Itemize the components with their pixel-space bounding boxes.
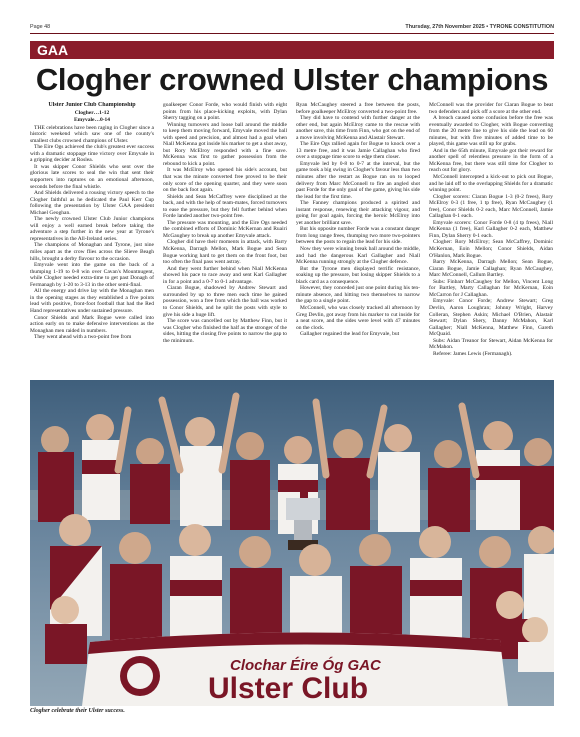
article-column-2	[163, 102, 287, 376]
subhead-title: Ulster Junior Club Championship	[48, 102, 136, 108]
article-paragraph: The score was cancelled out by Matthew Finn, but it was Clogher who finished the half as the stronger of the sides, hitting the closing five points to narrow the gap to the minimum.	[163, 318, 287, 344]
team-photo-illustration	[30, 380, 554, 706]
article-paragraph: Clogher: Rory McElroy; Sean McCaffrey, Dominic McKernan, Eoin Mellon; Conor Shields, Aidan O'Hanlon, Mark Bogue.	[429, 239, 553, 259]
article-column-3	[296, 102, 420, 376]
header-rule	[30, 33, 554, 34]
article-paragraph: All the energy and drive lay with the Monaghan men in the opening stages as they established a five points lead with positive, front-foot football that had the Red Hand representatives under sustained pressure.	[30, 288, 154, 314]
team-photo	[30, 380, 554, 706]
article-column-4	[429, 102, 553, 376]
article-paragraph: The champions of Monaghan and Tyrone, just nine miles apart as the crow flies across the Slieve Beagh hills, brought a derby flavour to the occasion.	[30, 242, 154, 262]
photo-caption: Clogher celebrate their Ulster success.	[30, 708, 125, 714]
article-paragraph: Conor Shields and Mark Bogue were called into action early on to make defensive interventions as the Monaghan men raided in numbers.	[30, 314, 154, 334]
article-paragraph: Ciaran Bogue, shadowed by Andrew Stewart and surrounded by up to three men each time he gained possession, won a free from which the ball was worked to Conor Shields, and he split the posts with style to give his side a huge lift.	[163, 285, 287, 318]
article-paragraph: Emyvale went into the game on the back of a thumping 1-19 to 0-8 win over Cavan's Mountnugent, while Clogher needed extra-time to get past Donagh of Fermanagh by 1-20 to 3-13 in the other semi-final.	[30, 262, 154, 288]
article-paragraph: Winning turnovers and loose ball around the middle to keep them moving forward, Emyvale moved the ball with speed and precision, and almost had a goal when Niall McKenna got inside his marker to get a shot away, but Rory McElroy responded with a fine save. McKenna was first to gather possession from the rebound to kick a point.	[163, 121, 287, 167]
article-paragraph: Gallagher regained the lead for Emyvale, but	[300, 331, 400, 338]
article-paragraph: Clogher scorers: Ciaran Bogue 1-3 (0-2 frees), Rory McElroy 0-3 (1 free, 1 tp free), Ryan McCaughey (1 free), Conor Shields 0-2 each, Marc McConnell, Jamie Callaghan 0-1 each.	[429, 193, 553, 220]
article-paragraph: goalkeeper Conor Forde, who would finish with eight points from his place-kicking exploits, with Dylan Sherry tagging on a point.	[163, 102, 287, 122]
article-paragraph: A breach caused some confusion before the free was eventually awarded to Clogher, with Bogue converting from the 20 metre line to give his side the lead on 60 minutes, but with five minutes of added time to be played, this game was still up for grabs.	[429, 115, 553, 148]
article-paragraph: And in the 65th minute, Emyvale got their reward for another spell of relentless pressure in the form of a McKenna free, but there was still time for Clogher to reach out for glory.	[429, 147, 553, 174]
article-paragraph: Subs: Finbarr McCaughey for Mellon, Vincent Long for Bartley, Marty Callaghan for McKernan, Eoin McCarron for J Callaghan.	[429, 278, 553, 298]
article-paragraph: They went ahead with a two-point free from	[34, 334, 132, 341]
article-paragraph: Ryan McCaughey steered a free between the posts, before goalkeeper McElroy converted a two-point free.	[296, 102, 420, 115]
article-paragraph: Subs: Aidan Treanor for Stewart, Aidan McKenna for McMahon.	[429, 337, 553, 351]
article-paragraph: Now they were winning break ball around the middle, and had the dangerous Karl Gallagher and Niall McKenna running strongly at the Clogher defence.	[296, 246, 420, 266]
club-banner	[82, 632, 508, 706]
banner-line-2: Ulster Club	[208, 672, 369, 705]
article-paragraph: It was skipper Conor Shields who sent over the glorious late scores to seal the win that sent their supporters into raptures on an emotional afternoon, seconds before the final whistle.	[30, 163, 154, 190]
dateline: Thursday, 27th November 2025 • TYRONE CONSTITUTION	[405, 24, 554, 30]
article-paragraph: McConnell intercepted a kick-out to pick out Bogue, and he laid off to the overlapping Shields for a dramatic winning point.	[429, 174, 553, 194]
section-tag	[30, 41, 554, 59]
article-paragraph: The pressure was mounting, and the Eire Ogs needed the combined efforts of Dominic McKernan and Ruairi McGaughey to break up another Emyvale attack.	[163, 219, 287, 239]
article-paragraph: Emyvale led by 0-8 to 0-7 at the interval, but the game took a big swing in Clogher's favour less than two minutes after the restart as Bogue ran on to looped delivery from Marc McConnell to fire an angled shot past Forde for the only goal of the game, giving his side the lead for the first time.	[296, 160, 420, 200]
article-paragraph: Clogher did have their moments in attack, with Barry McKenna, Darragh Mellon, Mark Bogue and Sean Bogue working hard to get them on the front foot, but too often the final pass went astray.	[163, 239, 287, 266]
article-paragraph: But the Tyrone men displayed terrific resistance, soaking up the pressure, but losing skipper Shields to a black card as a consequence.	[296, 265, 420, 285]
article-paragraph: And Shields delivered a rousing victory speech to the Clogher faithful as he dedicated the Paul Kerr Cup following the presentation by Ulster GAA president Michael Geoghan.	[30, 190, 154, 216]
column-2-paragraphs	[163, 102, 287, 344]
article-paragraph: Emyvale: Conor Forde; Andrew Stewart; Greg Devlin, Aaron Loughran; Johnny Wright, Harvey Colleran, Stephen Askin; Michael O'Brien, Alastair Stewart; Dylan Shery, Danny McMahon, Karl Gallagher; Niall McKenna, Matthew Finn, Gareth McQuaid.	[429, 298, 553, 338]
article-paragraph: The newly crowned Ulster Club Junior champions will enjoy a well earned break before taking the adventure a step further in the new year at Tyrone's representatives in the All-Ireland series.	[30, 216, 154, 242]
article-paragraph: The Eire Ogs rallied again for Bogue to knock over a 13 metre free, and it was Jamie Callaghan who fired over a stoppage time score to edge them closer.	[296, 141, 420, 161]
article-paragraph: The Fanney champions produced a spirited and instant response, renewing their attacking vigour, and going for goal again, forcing the heroic McElroy into yet another brilliant save.	[296, 200, 420, 226]
article-paragraph: Emyvale scorers: Conor Forde 0-8 (4 tp frees), Niall McKenna (1 free), Karl Gallagher 0-2 each, Matthew Finn, Dylan Sherry 0-1 each.	[429, 219, 553, 239]
column-4-paragraphs	[429, 102, 553, 357]
article-paragraph: THE celebrations have been raging in Clogher since a historic weekend which saw one of the county's smallest clubs crowned champions of Ulster.	[30, 124, 154, 144]
article-body	[30, 102, 554, 376]
headline: Clogher crowned Ulster champions	[35, 62, 549, 97]
section-tag-label: GAA	[37, 42, 69, 58]
subhead-score-1: Clogher…1-12	[74, 109, 110, 116]
column-1-paragraphs	[30, 125, 154, 341]
article-paragraph: The Eire Ogs achieved the club's greatest ever success with a dramatic stoppage time victory over Emyvale in a gripping decider at Roslea.	[30, 144, 154, 164]
article-paragraph: McConnell, who was closely tracked all afternoon by Greg Devlin, got away from his marker to cut inside for a neat score, and the sides were level with 47 minutes on the clock.	[296, 304, 420, 331]
article-column-1	[30, 102, 154, 376]
article-paragraph: But his opposite number Forde was a constant danger from long range frees, thumping two more two-pointers between the posts to regain the lead for his side.	[296, 226, 420, 246]
banner-line-1: Clochar Éire Óg GAC	[230, 657, 381, 674]
column-3-paragraphs	[296, 102, 420, 338]
article-paragraph: However, they conceded just one point during his ten-minute absence, and hitting two themselves to narrow the gap to a single point.	[296, 285, 420, 305]
subhead-score-2: Emyvale…0-14	[73, 117, 111, 124]
article-paragraph: And they went further behind when Niall McKenna showed his pace to race away and sent Karl Gallagher in for a point and a 0-7 to 0-1 advantage.	[163, 265, 287, 285]
page-number: Page 48	[30, 24, 51, 30]
article-paragraph: They did have to contend with further danger at the other end, but again McElroy came to the rescue with another save, this time from Finn, who got on the end of a move involving McKenna and Alastair Stewart.	[296, 115, 420, 141]
article-paragraph: Shields and Sean McCaffrey were disciplined at the back, and with the help of team-mates, forced turnovers to ease the pressure, but they fell further behind when Forde landed another two-point free.	[163, 193, 287, 220]
article-paragraph: McConnell was the provider for Ciaran Bogue to beat two defenders and pick off a score at the other end.	[429, 102, 553, 115]
article-paragraph: Referee: James Lewis (Fermanagh).	[433, 350, 513, 357]
article-paragraph: Barry McKenna, Darragh Mellon; Sean Bogue, Ciaran Bogue, Jamie Callaghan; Ryan McCaughey, Marc McConnell, Callum Bartley.	[429, 259, 553, 279]
article-paragraph: It was McElroy who opened his side's account, but that was the minute converted free proved to be their only score of the opening quarter, and they were soon on the back foot again.	[163, 167, 287, 194]
